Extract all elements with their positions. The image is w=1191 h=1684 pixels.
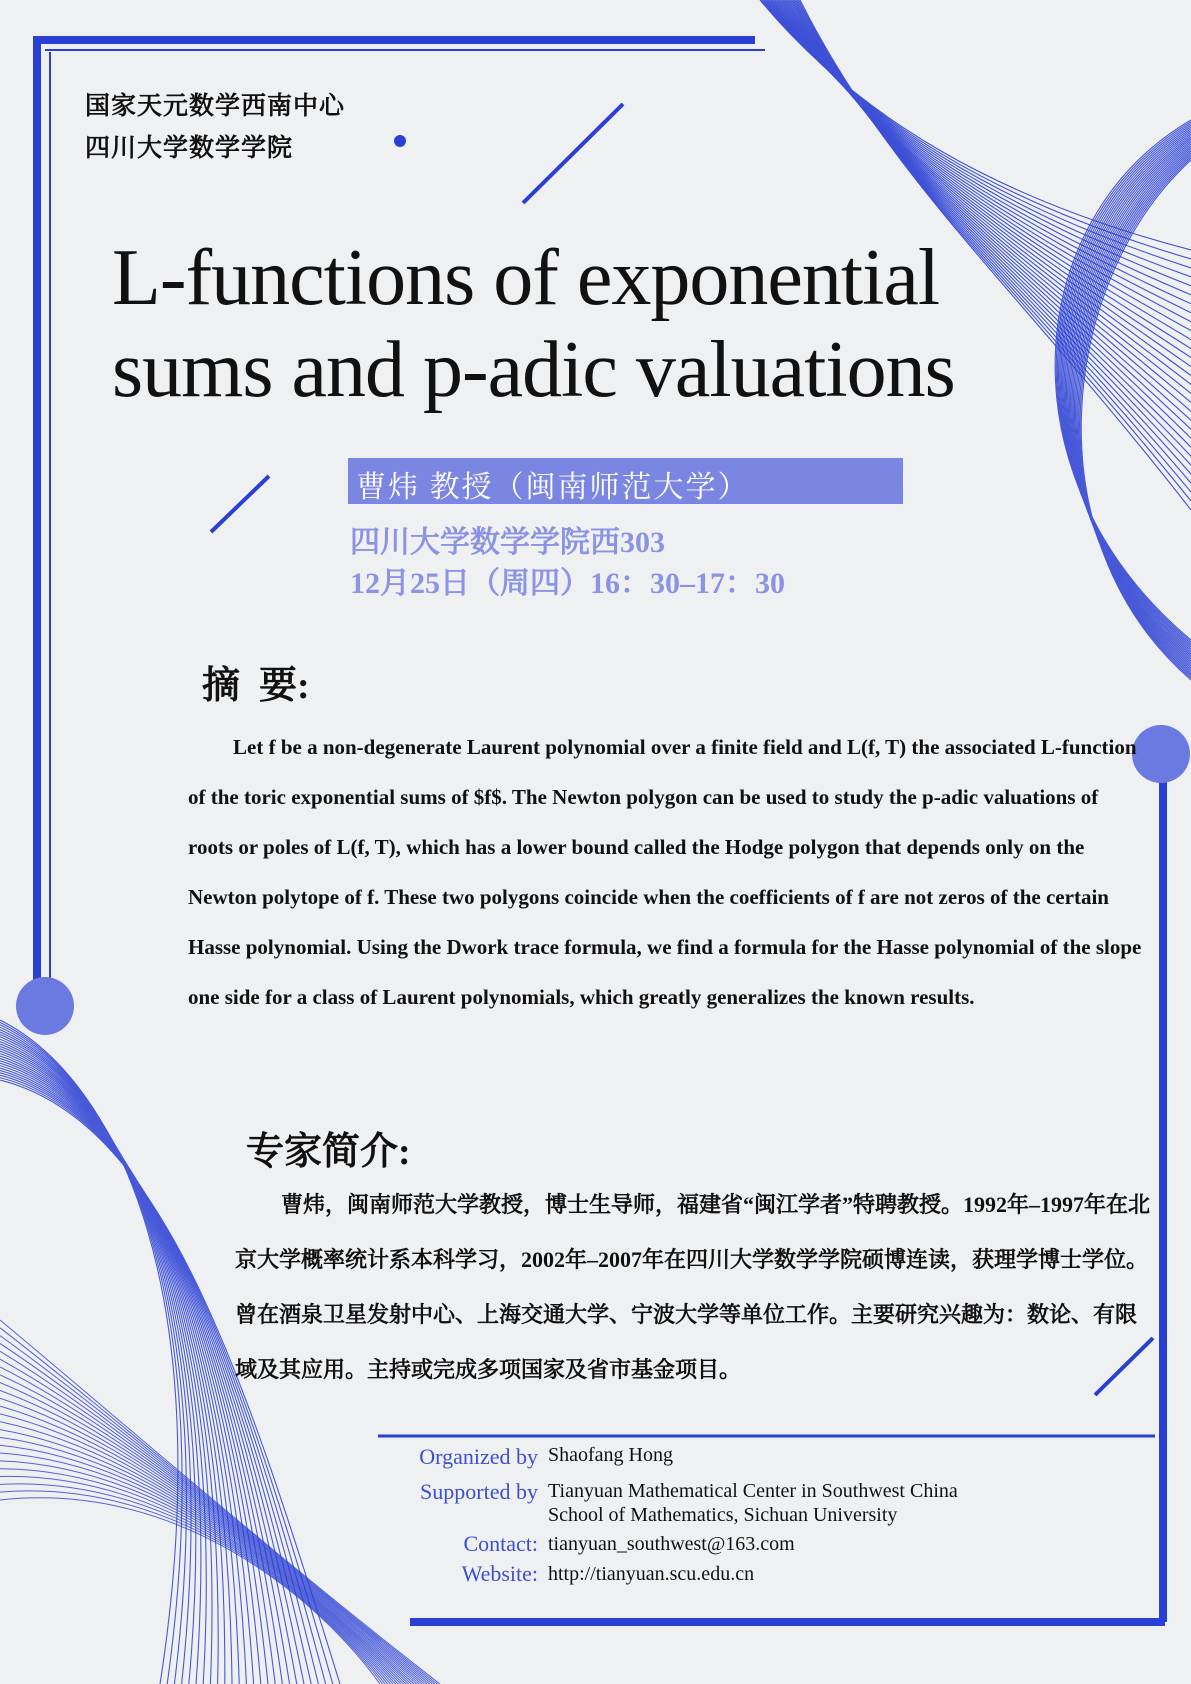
- supported-value-2: School of Mathematics, Sichuan University: [548, 1504, 898, 1526]
- decorative-curve: [0, 1051, 254, 1684]
- small-dot: [394, 135, 406, 147]
- title-line-1: L-functions of exponential: [112, 234, 940, 322]
- contact-label: Contact:: [463, 1531, 538, 1556]
- website-link[interactable]: http://tianyuan.scu.edu.cn: [548, 1563, 755, 1585]
- header-line-1: 国家天元数学西南中心: [85, 93, 346, 120]
- speaker-name: 曹炜 教授（闽南师范大学）: [356, 471, 750, 504]
- title-line-2: sums and p-adic valuations: [112, 326, 955, 414]
- venue: 四川大学数学学院西303: [350, 526, 665, 559]
- website-label: Website:: [461, 1561, 538, 1586]
- page-title: [112, 232, 972, 416]
- decorative-curve: [0, 1046, 239, 1684]
- left-dot: [16, 977, 74, 1035]
- abstract-text: Let f be a non-degenerate Laurent polynomial over a finite field and L(f, T) the associated L-function of the toric exponential sums of $f$. The Newton polygon can be used to study the p-adic valuations of roots or poles of L(f, T), which has a lower bound called the Hodge polygon that depends only on the Newton polytope of f. These two polygons coincide when the coefficients of f are not zeros of the certain Hasse polynomial. Using the Dwork trace formula, we find a formula for the Hasse polynomial of the slope one side for a class of Laurent polynomials, which greatly generalizes the known results.: [188, 735, 1142, 1009]
- organized-label: Organized by: [419, 1444, 538, 1469]
- organized-value: Shaofang Hong: [548, 1444, 673, 1466]
- supported-label: Supported by: [420, 1479, 538, 1504]
- decorative-curve: [0, 1044, 232, 1684]
- slash-mid: [211, 476, 269, 532]
- bio-heading: 专家简介:: [246, 1131, 411, 1173]
- abstract-heading: 摘 要:: [202, 665, 310, 707]
- header-line-2: 四川大学数学学院: [85, 135, 294, 162]
- bio-text: 曹炜，闽南师范大学教授，博士生导师，福建省“闽江学者”特聘教授。1992年–1997年在北京大学概率统计系本科学习，2002年–2007年在四川大学数学学院硕博连读，获理学博士学位。曾在酒泉卫星发射中心、上海交通大学、宁波大学等单位工作。主要研究兴趣为：数论、有限域及其应用。主持或完成多项国家及省市基金项目。: [235, 1192, 1151, 1382]
- contact-email[interactable]: tianyuan_southwest@163.com: [548, 1533, 795, 1555]
- time: 12月25日（周四）16：30–17：30: [350, 567, 785, 600]
- slash-top: [523, 104, 623, 203]
- supported-value-1: Tianyuan Mathematical Center in Southwest China: [548, 1480, 958, 1502]
- decorative-curve: [0, 1422, 406, 1684]
